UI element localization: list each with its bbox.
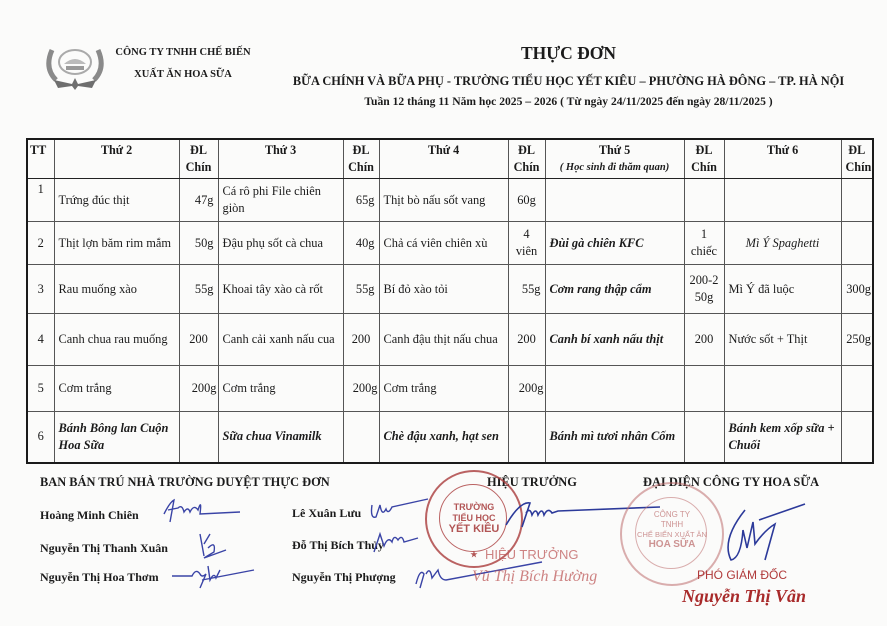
dish-mon: Trứng đúc thịt bbox=[54, 179, 179, 222]
qty-wed: 55g bbox=[508, 265, 545, 314]
member-name: Nguyễn Thị Phượng bbox=[292, 570, 396, 584]
qty-mon: 50g bbox=[179, 222, 218, 265]
qty-wed: 60g bbox=[508, 179, 545, 222]
company-rep-title: ĐẠI DIỆN CÔNG TY HOA SỮA bbox=[643, 475, 820, 489]
qty-mon: 47g bbox=[179, 179, 218, 222]
col-header-fri: Thứ 6 bbox=[724, 139, 841, 179]
member-name: Nguyễn Thị Hoa Thơm bbox=[40, 570, 159, 584]
company-rep-role: PHÓ GIÁM ĐỐC bbox=[697, 568, 788, 582]
col-header-qty bbox=[179, 139, 218, 179]
qty-tue: 200 bbox=[343, 314, 379, 366]
dish-fri: Nước sốt + Thịt bbox=[724, 314, 841, 366]
qty-label: Chín bbox=[185, 160, 212, 174]
stamp-line: CÔNG TY bbox=[653, 510, 691, 519]
table-row bbox=[27, 265, 873, 314]
qty-tue: 65g bbox=[343, 179, 379, 222]
dish-tue: Đậu phụ sốt cà chua bbox=[218, 222, 343, 265]
stamp-line: TNHH bbox=[660, 520, 684, 529]
dish-thu bbox=[545, 179, 684, 222]
signature-icon bbox=[172, 562, 262, 592]
qty-label: ĐL bbox=[352, 143, 370, 157]
dish-tue: Cá rô phi File chiên giòn bbox=[218, 179, 343, 222]
qty-thu: 200-250g bbox=[684, 265, 724, 314]
dish-fri: Mì Ý đã luộc bbox=[724, 265, 841, 314]
table-row bbox=[27, 314, 873, 366]
field-trip-note: ( Học sinh đi thăm quan) bbox=[559, 162, 670, 173]
company-rep-name: Nguyễn Thị Vân bbox=[682, 586, 807, 606]
table-header-row bbox=[27, 139, 873, 179]
qty-mon bbox=[179, 412, 218, 463]
qty-wed: 200 bbox=[508, 314, 545, 366]
company-name-line2: XUẤT ĂN HOA SỮA bbox=[134, 69, 232, 80]
dish-thu: Cơm rang thập cẩm bbox=[545, 265, 684, 314]
approval-board-title: BAN BÁN TRÚ NHÀ TRƯỜNG DUYỆT THỰC ĐƠN bbox=[40, 475, 330, 489]
row-number: 5 bbox=[27, 366, 54, 412]
dish-fri: Bánh kem xốp sữa + Chuối bbox=[724, 412, 841, 463]
qty-tue bbox=[343, 412, 379, 463]
qty-thu: 1 chiếc bbox=[684, 222, 724, 265]
table-row bbox=[27, 412, 873, 463]
qty-tue: 40g bbox=[343, 222, 379, 265]
qty-fri bbox=[841, 412, 873, 463]
dish-thu bbox=[545, 366, 684, 412]
star-icon: ★ bbox=[470, 550, 478, 559]
qty-mon: 55g bbox=[179, 265, 218, 314]
dish-fri bbox=[724, 179, 841, 222]
dish-fri: Mì Ý Spaghetti bbox=[724, 222, 841, 265]
dish-wed: Thịt bò nấu sốt vang bbox=[379, 179, 508, 222]
row-number: 1 bbox=[27, 179, 54, 222]
signature-icon bbox=[368, 495, 428, 525]
qty-label: ĐL bbox=[190, 143, 207, 157]
row-number: 3 bbox=[27, 265, 54, 314]
col-header-tt: TT bbox=[27, 139, 54, 179]
principal-title: HIỆU TRƯỞNG bbox=[487, 475, 577, 489]
company-name bbox=[108, 42, 258, 86]
qty-tue: 55g bbox=[343, 265, 379, 314]
thu-label: Thứ 5 bbox=[598, 143, 631, 157]
qty-label: ĐL bbox=[848, 143, 866, 157]
col-header-wed: Thứ 4 bbox=[379, 139, 508, 179]
table-row bbox=[27, 179, 873, 222]
row-number: 4 bbox=[27, 314, 54, 366]
row-number: 6 bbox=[27, 412, 54, 463]
dish-mon: Canh chua rau muống bbox=[54, 314, 179, 366]
page-subtitle: BỮA CHÍNH VÀ BỮA PHỤ - TRƯỜNG TIỂU HỌC YẾT KIÊU – PHƯỜNG HÀ ĐÔNG – TP. HÀ NỘI bbox=[292, 74, 845, 88]
dish-mon: Cơm trắng bbox=[54, 366, 179, 412]
dish-thu: Đùi gà chiên KFC bbox=[545, 222, 684, 265]
qty-wed bbox=[508, 412, 545, 463]
qty-fri: 300g bbox=[841, 265, 873, 314]
dish-wed: Chả cá viên chiên xù bbox=[379, 222, 508, 265]
qty-thu bbox=[684, 366, 724, 412]
member-name: Nguyễn Thị Thanh Xuân bbox=[40, 541, 168, 555]
qty-fri bbox=[841, 366, 873, 412]
dish-wed: Chè đậu xanh, hạt sen bbox=[379, 412, 508, 463]
qty-thu: 200 bbox=[684, 314, 724, 366]
member-name: Lê Xuân Lưu bbox=[292, 506, 362, 520]
stamp-line: TIỂU HỌC bbox=[452, 513, 496, 523]
col-header-qty bbox=[343, 139, 379, 179]
menu-table bbox=[26, 138, 874, 464]
qty-wed: 4 viên bbox=[508, 222, 545, 265]
member-name: Hoàng Minh Chiên bbox=[40, 508, 139, 522]
dish-fri bbox=[724, 366, 841, 412]
week-range: Tuần 12 tháng 11 Năm học 2025 – 2026 ( Từ ngày 24/11/2025 đến ngày 28/11/2025 ) bbox=[364, 95, 773, 108]
col-header-qty bbox=[684, 139, 724, 179]
stamp-line: YẾT KIÊU bbox=[448, 523, 500, 535]
qty-mon: 200g bbox=[179, 366, 218, 412]
dish-mon: Rau muống xào bbox=[54, 265, 179, 314]
principal-name: Vũ Thị Bích Hường bbox=[472, 568, 598, 585]
dish-tue: Khoai tây xào cà rốt bbox=[218, 265, 343, 314]
col-header-thu bbox=[545, 139, 684, 179]
qty-label: Chín bbox=[691, 160, 717, 174]
company-name-line1: CÔNG TY TNHH CHẾ BIẾN bbox=[115, 47, 251, 58]
company-rep-signature-icon bbox=[725, 500, 815, 570]
dish-wed: Canh đậu thịt nấu chua bbox=[379, 314, 508, 366]
qty-thu bbox=[684, 179, 724, 222]
member-name: Đỗ Thị Bích Thủy bbox=[292, 538, 384, 552]
col-header-qty bbox=[841, 139, 873, 179]
row-number: 2 bbox=[27, 222, 54, 265]
col-header-mon: Thứ 2 bbox=[54, 139, 179, 179]
dish-wed: Bí đỏ xào tỏi bbox=[379, 265, 508, 314]
signature-icon bbox=[160, 496, 250, 526]
qty-tue: 200g bbox=[343, 366, 379, 412]
qty-fri bbox=[841, 222, 873, 265]
col-header-qty bbox=[508, 139, 545, 179]
qty-fri bbox=[841, 179, 873, 222]
document-header bbox=[250, 40, 887, 112]
qty-thu bbox=[684, 412, 724, 463]
principal-role: HIỆU TRƯỞNG bbox=[485, 547, 579, 562]
dish-mon: Thịt lợn băm rim mắm bbox=[54, 222, 179, 265]
qty-label: ĐL bbox=[518, 143, 535, 157]
qty-label: Chín bbox=[348, 160, 374, 174]
table-row bbox=[27, 366, 873, 412]
page-title: THỰC ĐƠN bbox=[520, 43, 617, 63]
qty-label: ĐL bbox=[695, 143, 713, 157]
qty-label: Chín bbox=[845, 160, 872, 174]
stamp-line: HOA SỮA bbox=[648, 539, 696, 550]
stamp-line: TRƯỜNG bbox=[453, 502, 495, 512]
dish-tue: Sữa chua Vinamilk bbox=[218, 412, 343, 463]
table-row bbox=[27, 222, 873, 265]
stamp-line: CHẾ BIẾN XUẤT ĂN bbox=[637, 530, 707, 539]
dish-thu: Bánh mì tươi nhân Cốm bbox=[545, 412, 684, 463]
qty-label: Chín bbox=[513, 160, 540, 174]
col-header-tue: Thứ 3 bbox=[218, 139, 343, 179]
qty-wed: 200g bbox=[508, 366, 545, 412]
qty-fri: 250g bbox=[841, 314, 873, 366]
dish-tue: Cơm trắng bbox=[218, 366, 343, 412]
dish-thu: Canh bí xanh nấu thịt bbox=[545, 314, 684, 366]
signature-icon bbox=[196, 530, 236, 560]
qty-mon: 200 bbox=[179, 314, 218, 366]
stamp-text bbox=[622, 510, 722, 550]
dish-wed: Cơm trắng bbox=[379, 366, 508, 412]
signature-icon bbox=[370, 528, 420, 558]
company-emblem-icon bbox=[42, 40, 108, 92]
dish-tue: Canh cải xanh nấu cua bbox=[218, 314, 343, 366]
dish-mon: Bánh Bông lan Cuộn Hoa Sữa bbox=[54, 412, 179, 463]
